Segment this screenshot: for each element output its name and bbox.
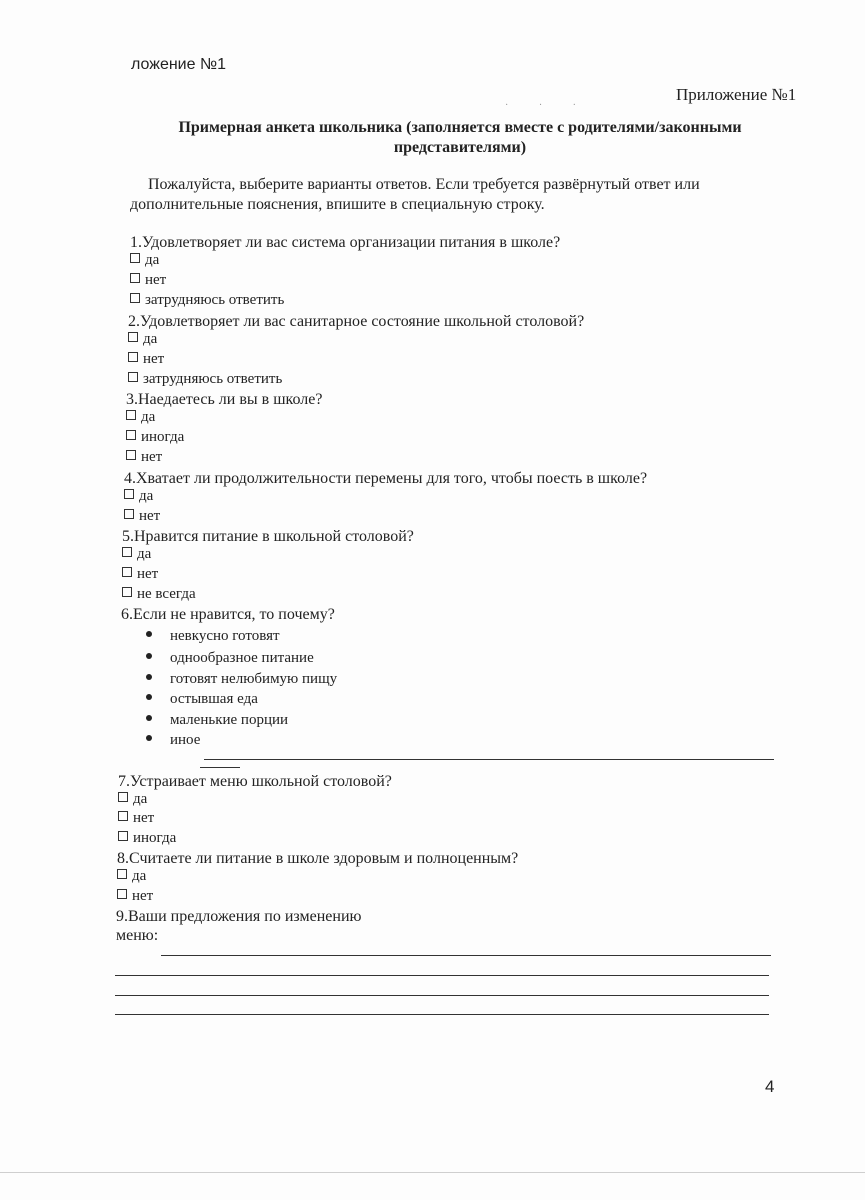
list-item: однообразное питание xyxy=(146,650,314,667)
list-item: готовят нелюбимую пищу xyxy=(146,671,337,688)
answer-line[interactable] xyxy=(115,1014,769,1015)
answer-label: меню: xyxy=(116,927,159,944)
checkbox-icon[interactable] xyxy=(118,811,128,821)
question-9: 9.Ваши предложения по изменению xyxy=(116,908,362,925)
page-number: 4 xyxy=(765,1077,775,1096)
answer-line[interactable] xyxy=(115,995,769,996)
option-checkbox[interactable]: затрудняюсь ответить xyxy=(130,292,284,309)
checkbox-icon[interactable] xyxy=(122,587,132,597)
bullet-icon xyxy=(146,715,152,721)
checkbox-icon[interactable] xyxy=(122,547,132,557)
checkbox-icon[interactable] xyxy=(117,889,127,899)
option-checkbox[interactable]: иногда xyxy=(118,830,176,847)
option-checkbox[interactable]: нет xyxy=(117,888,153,905)
question-8: 8.Считаете ли питание в школе здоровым и полноценным? xyxy=(117,850,519,867)
question-6: 6.Если не нравится, то почему? xyxy=(121,606,335,623)
checkbox-icon[interactable] xyxy=(118,831,128,841)
question-4: 4.Хватает ли продолжительности перемены для того, чтобы поесть в школе? xyxy=(124,470,648,487)
checkbox-icon[interactable] xyxy=(126,450,136,460)
checkbox-icon[interactable] xyxy=(126,430,136,440)
checkbox-icon[interactable] xyxy=(130,253,140,263)
question-1: 1.Удовлетворяет ли вас система организации питания в школе? xyxy=(130,234,561,251)
option-checkbox[interactable]: нет xyxy=(130,272,166,289)
checkbox-icon[interactable] xyxy=(126,410,136,420)
option-checkbox[interactable]: да xyxy=(117,868,146,885)
option-checkbox[interactable]: да xyxy=(126,409,155,426)
option-checkbox[interactable]: да xyxy=(130,252,159,269)
checkbox-icon[interactable] xyxy=(128,332,138,342)
checkbox-icon[interactable] xyxy=(130,293,140,303)
bullet-icon xyxy=(146,653,152,659)
scan-edge-line xyxy=(0,1172,865,1173)
other-answer-line-continued[interactable] xyxy=(200,767,240,768)
option-checkbox[interactable]: да xyxy=(122,546,151,563)
option-checkbox[interactable]: не всегда xyxy=(122,586,196,603)
checkbox-icon[interactable] xyxy=(122,567,132,577)
option-checkbox[interactable]: нет xyxy=(128,351,164,368)
answer-line[interactable] xyxy=(161,955,771,956)
scan-specks: · · · xyxy=(505,100,590,111)
appendix-label: Приложение №1 xyxy=(676,85,797,104)
intro-paragraph: Пожалуйста, выберите варианты ответов. Если требуется развёрнутый ответ или дополнительные пояснения, впишите в специальную строку. xyxy=(130,176,700,213)
option-checkbox[interactable]: нет xyxy=(122,566,158,583)
answer-line[interactable] xyxy=(115,975,769,976)
checkbox-icon[interactable] xyxy=(128,352,138,362)
question-2: 2.Удовлетворяет ли вас санитарное состояние школьной столовой? xyxy=(128,313,585,330)
list-item: остывшая еда xyxy=(146,691,258,708)
option-checkbox[interactable]: да xyxy=(124,488,153,505)
questionnaire-title: Примерная анкета школьника (заполняется вместе с родителями/законными представителями) xyxy=(178,119,742,156)
question-5: 5.Нравится питание в школьной столовой? xyxy=(122,528,414,545)
question-3: 3.Наедаетесь ли вы в школе? xyxy=(126,391,323,408)
option-checkbox[interactable]: затрудняюсь ответить xyxy=(128,371,282,388)
other-answer-line[interactable] xyxy=(204,759,774,760)
bullet-icon xyxy=(146,674,152,680)
list-item: маленькие порции xyxy=(146,712,288,729)
bullet-icon xyxy=(146,631,152,637)
option-checkbox[interactable]: нет xyxy=(126,449,162,466)
list-item: невкусно готовят xyxy=(146,628,280,645)
option-checkbox[interactable]: нет xyxy=(124,508,160,525)
option-checkbox[interactable]: да xyxy=(128,331,157,348)
list-item: иное xyxy=(146,732,200,749)
bullet-icon xyxy=(146,694,152,700)
checkbox-icon[interactable] xyxy=(124,489,134,499)
bullet-icon xyxy=(146,735,152,741)
checkbox-icon[interactable] xyxy=(118,792,128,802)
checkbox-icon[interactable] xyxy=(117,869,127,879)
option-checkbox[interactable]: иногда xyxy=(126,429,184,446)
question-7: 7.Устраивает меню школьной столовой? xyxy=(118,773,392,790)
cropped-header-text: ложение №1 xyxy=(131,56,227,73)
option-checkbox[interactable]: нет xyxy=(118,810,154,827)
checkbox-icon[interactable] xyxy=(128,372,138,382)
checkbox-icon[interactable] xyxy=(124,509,134,519)
option-checkbox[interactable]: да xyxy=(118,791,147,808)
checkbox-icon[interactable] xyxy=(130,273,140,283)
